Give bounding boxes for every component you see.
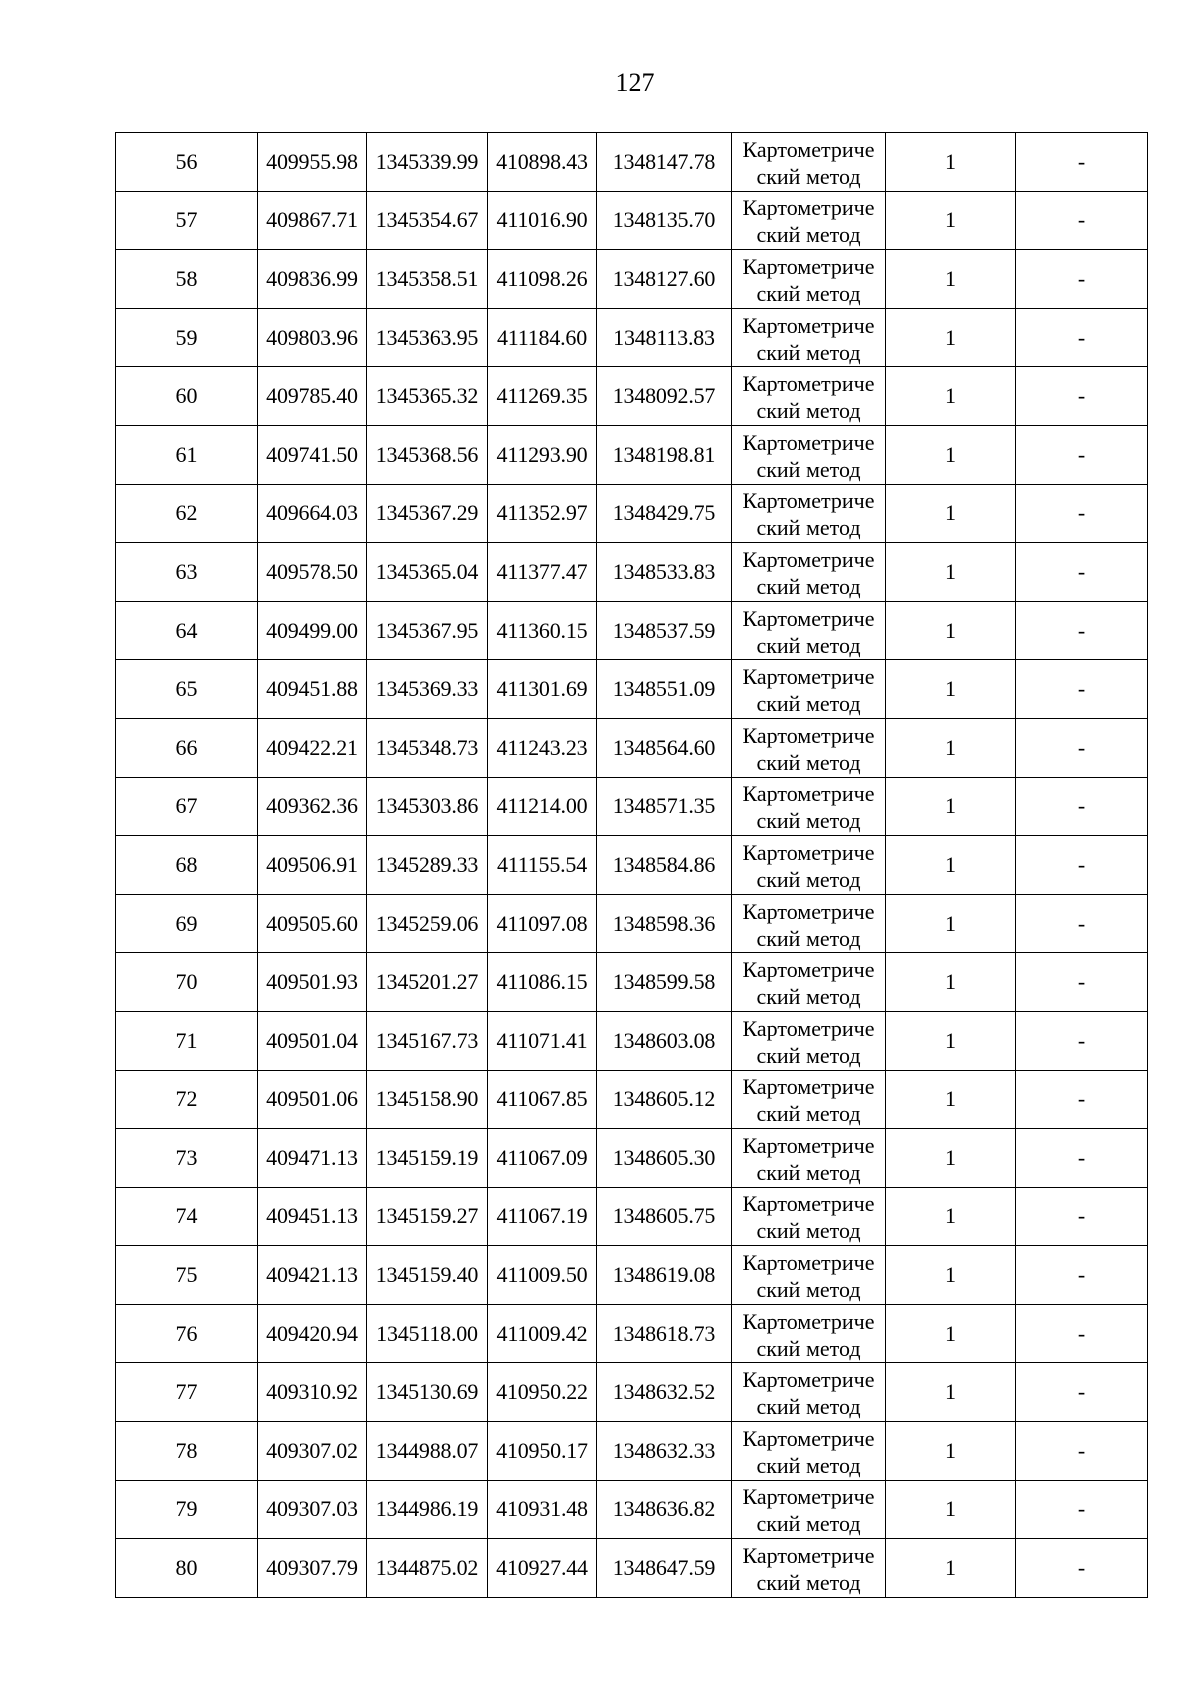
x2-coordinate-cell: 411009.50 (488, 1246, 597, 1305)
y2-coordinate-cell: 1348603.08 (597, 1011, 732, 1070)
table-row (116, 894, 1148, 953)
method-line-2: ский метод (756, 573, 861, 599)
x1-coordinate-cell: 409307.02 (258, 1422, 367, 1481)
x1-coordinate-cell: 409501.93 (258, 953, 367, 1012)
method-line-2: ский метод (756, 925, 861, 951)
point-number-cell: 58 (116, 250, 258, 309)
point-number-cell: 65 (116, 660, 258, 719)
method-cell (732, 1129, 886, 1188)
table-row (116, 1070, 1148, 1129)
point-number-cell: 68 (116, 836, 258, 895)
x1-coordinate-cell: 409420.94 (258, 1304, 367, 1363)
x2-coordinate-cell: 411009.42 (488, 1304, 597, 1363)
method-line-1: Картометриче (742, 1484, 875, 1510)
method-line-1: Картометриче (742, 546, 875, 572)
x2-coordinate-cell: 411155.54 (488, 836, 597, 895)
point-number-cell: 79 (116, 1480, 258, 1539)
y1-coordinate-cell: 1345368.56 (367, 425, 488, 484)
method-line-2: ский метод (756, 1101, 861, 1127)
point-number-cell: 69 (116, 894, 258, 953)
point-number-cell: 59 (116, 308, 258, 367)
method-cell (732, 367, 886, 426)
y2-coordinate-cell: 1348127.60 (597, 250, 732, 309)
x2-coordinate-cell: 411269.35 (488, 367, 597, 426)
table-row (116, 718, 1148, 777)
method-line-1: Картометриче (742, 1543, 875, 1569)
y2-coordinate-cell: 1348598.36 (597, 894, 732, 953)
y2-coordinate-cell: 1348571.35 (597, 777, 732, 836)
method-cell (732, 425, 886, 484)
method-line-2: ский метод (756, 280, 861, 306)
x2-coordinate-cell: 411352.97 (488, 484, 597, 543)
y2-coordinate-cell: 1348092.57 (597, 367, 732, 426)
y2-coordinate-cell: 1348198.81 (597, 425, 732, 484)
x2-coordinate-cell: 411067.19 (488, 1187, 597, 1246)
point-number-cell: 73 (116, 1129, 258, 1188)
table-row (116, 1129, 1148, 1188)
table-row (116, 1246, 1148, 1305)
x2-coordinate-cell: 411360.15 (488, 601, 597, 660)
coordinates-table (115, 132, 1148, 1598)
accuracy-cell: 1 (886, 1363, 1016, 1422)
method-line-1: Картометриче (742, 1367, 875, 1393)
method-cell (732, 543, 886, 602)
method-line-2: ский метод (756, 515, 861, 541)
y1-coordinate-cell: 1345367.95 (367, 601, 488, 660)
method-line-1: Картометриче (742, 898, 875, 924)
note-cell: - (1016, 1304, 1148, 1363)
y1-coordinate-cell: 1345201.27 (367, 953, 488, 1012)
y2-coordinate-cell: 1348135.70 (597, 191, 732, 250)
y1-coordinate-cell: 1345159.40 (367, 1246, 488, 1305)
method-cell (732, 718, 886, 777)
method-line-2: ский метод (756, 1511, 861, 1537)
method-line-1: Картометриче (742, 253, 875, 279)
point-number-cell: 56 (116, 133, 258, 192)
x1-coordinate-cell: 409451.88 (258, 660, 367, 719)
method-line-1: Картометриче (742, 312, 875, 338)
x2-coordinate-cell: 411067.09 (488, 1129, 597, 1188)
point-number-cell: 71 (116, 1011, 258, 1070)
y1-coordinate-cell: 1345118.00 (367, 1304, 488, 1363)
y2-coordinate-cell: 1348605.30 (597, 1129, 732, 1188)
x2-coordinate-cell: 411067.85 (488, 1070, 597, 1129)
method-line-1: Картометриче (742, 781, 875, 807)
table-row (116, 484, 1148, 543)
method-cell (732, 1422, 886, 1481)
method-cell (732, 894, 886, 953)
x1-coordinate-cell: 409836.99 (258, 250, 367, 309)
method-cell (732, 484, 886, 543)
y1-coordinate-cell: 1345354.67 (367, 191, 488, 250)
method-line-1: Картометриче (742, 1308, 875, 1334)
x1-coordinate-cell: 409471.13 (258, 1129, 367, 1188)
note-cell: - (1016, 1480, 1148, 1539)
method-line-1: Картометриче (742, 1074, 875, 1100)
method-cell (732, 1011, 886, 1070)
note-cell: - (1016, 250, 1148, 309)
y1-coordinate-cell: 1345358.51 (367, 250, 488, 309)
method-line-2: ский метод (756, 1042, 861, 1068)
point-number-cell: 63 (116, 543, 258, 602)
accuracy-cell: 1 (886, 308, 1016, 367)
method-line-2: ский метод (756, 398, 861, 424)
y1-coordinate-cell: 1345363.95 (367, 308, 488, 367)
method-cell (732, 308, 886, 367)
x1-coordinate-cell: 409505.60 (258, 894, 367, 953)
method-line-1: Картометриче (742, 722, 875, 748)
y2-coordinate-cell: 1348533.83 (597, 543, 732, 602)
x2-coordinate-cell: 411293.90 (488, 425, 597, 484)
point-number-cell: 77 (116, 1363, 258, 1422)
method-line-1: Картометриче (742, 429, 875, 455)
x2-coordinate-cell: 411184.60 (488, 308, 597, 367)
x1-coordinate-cell: 409664.03 (258, 484, 367, 543)
point-number-cell: 72 (116, 1070, 258, 1129)
note-cell: - (1016, 894, 1148, 953)
method-line-2: ский метод (756, 1335, 861, 1361)
y1-coordinate-cell: 1345365.04 (367, 543, 488, 602)
point-number-cell: 75 (116, 1246, 258, 1305)
method-cell (732, 1187, 886, 1246)
accuracy-cell: 1 (886, 250, 1016, 309)
accuracy-cell: 1 (886, 133, 1016, 192)
table-row (116, 1422, 1148, 1481)
x1-coordinate-cell: 409867.71 (258, 191, 367, 250)
table-row (116, 777, 1148, 836)
accuracy-cell: 1 (886, 1480, 1016, 1539)
note-cell: - (1016, 367, 1148, 426)
note-cell: - (1016, 836, 1148, 895)
accuracy-cell: 1 (886, 953, 1016, 1012)
method-line-1: Картометриче (742, 195, 875, 221)
y2-coordinate-cell: 1348636.82 (597, 1480, 732, 1539)
y2-coordinate-cell: 1348632.52 (597, 1363, 732, 1422)
method-line-2: ский метод (756, 866, 861, 892)
x2-coordinate-cell: 411301.69 (488, 660, 597, 719)
method-line-2: ский метод (756, 339, 861, 365)
page-number: 127 (615, 68, 655, 97)
accuracy-cell: 1 (886, 836, 1016, 895)
x1-coordinate-cell: 409501.06 (258, 1070, 367, 1129)
method-cell (732, 777, 886, 836)
method-cell (732, 191, 886, 250)
accuracy-cell: 1 (886, 1246, 1016, 1305)
note-cell: - (1016, 1129, 1148, 1188)
x1-coordinate-cell: 409741.50 (258, 425, 367, 484)
point-number-cell: 67 (116, 777, 258, 836)
y2-coordinate-cell: 1348599.58 (597, 953, 732, 1012)
y2-coordinate-cell: 1348619.08 (597, 1246, 732, 1305)
y1-coordinate-cell: 1344986.19 (367, 1480, 488, 1539)
method-cell (732, 953, 886, 1012)
y2-coordinate-cell: 1348429.75 (597, 484, 732, 543)
note-cell: - (1016, 1539, 1148, 1598)
note-cell: - (1016, 601, 1148, 660)
method-line-1: Картометриче (742, 839, 875, 865)
y2-coordinate-cell: 1348564.60 (597, 718, 732, 777)
method-cell (732, 250, 886, 309)
method-line-1: Картометриче (742, 136, 875, 162)
accuracy-cell: 1 (886, 894, 1016, 953)
x2-coordinate-cell: 411098.26 (488, 250, 597, 309)
y1-coordinate-cell: 1345167.73 (367, 1011, 488, 1070)
method-cell (732, 1304, 886, 1363)
table-row (116, 191, 1148, 250)
method-line-2: ский метод (756, 808, 861, 834)
point-number-cell: 60 (116, 367, 258, 426)
x1-coordinate-cell: 409499.00 (258, 601, 367, 660)
method-line-2: ский метод (756, 691, 861, 717)
method-cell (732, 1246, 886, 1305)
method-line-2: ский метод (756, 1159, 861, 1185)
note-cell: - (1016, 1011, 1148, 1070)
x2-coordinate-cell: 410927.44 (488, 1539, 597, 1598)
y1-coordinate-cell: 1344988.07 (367, 1422, 488, 1481)
accuracy-cell: 1 (886, 484, 1016, 543)
x2-coordinate-cell: 410950.22 (488, 1363, 597, 1422)
x1-coordinate-cell: 409955.98 (258, 133, 367, 192)
note-cell: - (1016, 718, 1148, 777)
note-cell: - (1016, 133, 1148, 192)
note-cell: - (1016, 1070, 1148, 1129)
x2-coordinate-cell: 410950.17 (488, 1422, 597, 1481)
x1-coordinate-cell: 409578.50 (258, 543, 367, 602)
method-line-1: Картометриче (742, 664, 875, 690)
y1-coordinate-cell: 1345365.32 (367, 367, 488, 426)
x2-coordinate-cell: 411016.90 (488, 191, 597, 250)
note-cell: - (1016, 660, 1148, 719)
method-cell (732, 133, 886, 192)
x1-coordinate-cell: 409803.96 (258, 308, 367, 367)
y1-coordinate-cell: 1344875.02 (367, 1539, 488, 1598)
accuracy-cell: 1 (886, 601, 1016, 660)
accuracy-cell: 1 (886, 1422, 1016, 1481)
y2-coordinate-cell: 1348551.09 (597, 660, 732, 719)
accuracy-cell: 1 (886, 367, 1016, 426)
method-line-2: ский метод (756, 222, 861, 248)
point-number-cell: 62 (116, 484, 258, 543)
point-number-cell: 70 (116, 953, 258, 1012)
point-number-cell: 78 (116, 1422, 258, 1481)
y2-coordinate-cell: 1348147.78 (597, 133, 732, 192)
x1-coordinate-cell: 409310.92 (258, 1363, 367, 1422)
table-row (116, 543, 1148, 602)
table-row (116, 953, 1148, 1012)
x2-coordinate-cell: 411214.00 (488, 777, 597, 836)
y1-coordinate-cell: 1345369.33 (367, 660, 488, 719)
accuracy-cell: 1 (886, 1011, 1016, 1070)
table-row (116, 660, 1148, 719)
accuracy-cell: 1 (886, 543, 1016, 602)
x1-coordinate-cell: 409307.03 (258, 1480, 367, 1539)
method-line-1: Картометриче (742, 1015, 875, 1041)
x2-coordinate-cell: 411071.41 (488, 1011, 597, 1070)
y1-coordinate-cell: 1345130.69 (367, 1363, 488, 1422)
accuracy-cell: 1 (886, 191, 1016, 250)
point-number-cell: 74 (116, 1187, 258, 1246)
y2-coordinate-cell: 1348605.75 (597, 1187, 732, 1246)
note-cell: - (1016, 484, 1148, 543)
x1-coordinate-cell: 409422.21 (258, 718, 367, 777)
method-line-2: ский метод (756, 749, 861, 775)
point-number-cell: 80 (116, 1539, 258, 1598)
x2-coordinate-cell: 410931.48 (488, 1480, 597, 1539)
method-cell (732, 1539, 886, 1598)
method-cell (732, 660, 886, 719)
method-line-1: Картометриче (742, 488, 875, 514)
method-line-1: Картометриче (742, 1191, 875, 1217)
y2-coordinate-cell: 1348647.59 (597, 1539, 732, 1598)
y1-coordinate-cell: 1345303.86 (367, 777, 488, 836)
method-line-1: Картометриче (742, 371, 875, 397)
method-cell (732, 1363, 886, 1422)
note-cell: - (1016, 1422, 1148, 1481)
method-line-1: Картометриче (742, 1250, 875, 1276)
method-line-1: Картометриче (742, 1425, 875, 1451)
table-row (116, 308, 1148, 367)
x1-coordinate-cell: 409307.79 (258, 1539, 367, 1598)
note-cell: - (1016, 777, 1148, 836)
x2-coordinate-cell: 411097.08 (488, 894, 597, 953)
accuracy-cell: 1 (886, 1187, 1016, 1246)
accuracy-cell: 1 (886, 1129, 1016, 1188)
y1-coordinate-cell: 1345159.27 (367, 1187, 488, 1246)
method-line-2: ский метод (756, 1452, 861, 1478)
y1-coordinate-cell: 1345289.33 (367, 836, 488, 895)
method-line-1: Картометриче (742, 957, 875, 983)
accuracy-cell: 1 (886, 425, 1016, 484)
method-line-2: ский метод (756, 632, 861, 658)
method-line-1: Картометриче (742, 605, 875, 631)
y2-coordinate-cell: 1348632.33 (597, 1422, 732, 1481)
y2-coordinate-cell: 1348113.83 (597, 308, 732, 367)
y1-coordinate-cell: 1345367.29 (367, 484, 488, 543)
method-line-2: ский метод (756, 163, 861, 189)
y1-coordinate-cell: 1345159.19 (367, 1129, 488, 1188)
point-number-cell: 66 (116, 718, 258, 777)
accuracy-cell: 1 (886, 1304, 1016, 1363)
x1-coordinate-cell: 409362.36 (258, 777, 367, 836)
x1-coordinate-cell: 409501.04 (258, 1011, 367, 1070)
note-cell: - (1016, 191, 1148, 250)
note-cell: - (1016, 308, 1148, 367)
accuracy-cell: 1 (886, 1539, 1016, 1598)
x2-coordinate-cell: 411243.23 (488, 718, 597, 777)
x2-coordinate-cell: 410898.43 (488, 133, 597, 192)
y1-coordinate-cell: 1345158.90 (367, 1070, 488, 1129)
point-number-cell: 57 (116, 191, 258, 250)
method-cell (732, 1070, 886, 1129)
method-cell (732, 601, 886, 660)
x1-coordinate-cell: 409785.40 (258, 367, 367, 426)
accuracy-cell: 1 (886, 718, 1016, 777)
table-row (116, 836, 1148, 895)
method-line-2: ский метод (756, 1218, 861, 1244)
y1-coordinate-cell: 1345259.06 (367, 894, 488, 953)
table-row (116, 133, 1148, 192)
table-row (116, 250, 1148, 309)
table-row (116, 1011, 1148, 1070)
table-row (116, 1363, 1148, 1422)
accuracy-cell: 1 (886, 660, 1016, 719)
note-cell: - (1016, 543, 1148, 602)
point-number-cell: 64 (116, 601, 258, 660)
point-number-cell: 61 (116, 425, 258, 484)
x1-coordinate-cell: 409451.13 (258, 1187, 367, 1246)
y1-coordinate-cell: 1345348.73 (367, 718, 488, 777)
x1-coordinate-cell: 409506.91 (258, 836, 367, 895)
method-line-2: ский метод (756, 456, 861, 482)
note-cell: - (1016, 953, 1148, 1012)
point-number-cell: 76 (116, 1304, 258, 1363)
table-body (116, 133, 1148, 1598)
method-line-2: ский метод (756, 1277, 861, 1303)
note-cell: - (1016, 1246, 1148, 1305)
table-row (116, 1480, 1148, 1539)
x1-coordinate-cell: 409421.13 (258, 1246, 367, 1305)
method-cell (732, 1480, 886, 1539)
accuracy-cell: 1 (886, 777, 1016, 836)
note-cell: - (1016, 425, 1148, 484)
note-cell: - (1016, 1363, 1148, 1422)
method-line-2: ский метод (756, 1570, 861, 1596)
table-row (116, 1539, 1148, 1598)
note-cell: - (1016, 1187, 1148, 1246)
method-line-1: Картометриче (742, 1132, 875, 1158)
y2-coordinate-cell: 1348537.59 (597, 601, 732, 660)
y2-coordinate-cell: 1348605.12 (597, 1070, 732, 1129)
x2-coordinate-cell: 411377.47 (488, 543, 597, 602)
table-row (116, 425, 1148, 484)
y2-coordinate-cell: 1348584.86 (597, 836, 732, 895)
method-line-2: ский метод (756, 984, 861, 1010)
y2-coordinate-cell: 1348618.73 (597, 1304, 732, 1363)
method-line-2: ский метод (756, 1394, 861, 1420)
table-row (116, 1304, 1148, 1363)
table-row (116, 1187, 1148, 1246)
table-row (116, 601, 1148, 660)
x2-coordinate-cell: 411086.15 (488, 953, 597, 1012)
table-row (116, 367, 1148, 426)
accuracy-cell: 1 (886, 1070, 1016, 1129)
method-cell (732, 836, 886, 895)
y1-coordinate-cell: 1345339.99 (367, 133, 488, 192)
